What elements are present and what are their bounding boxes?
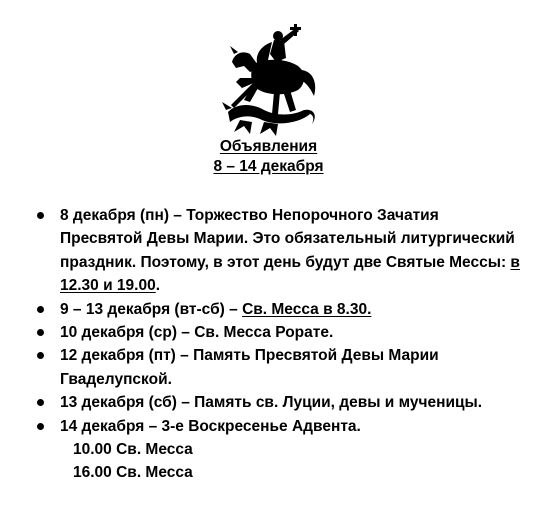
item-highlight: Св. Месса в 8.30.: [242, 300, 372, 318]
item-text: 8 декабря (пн) – Торжество Непорочного Зачатия Пресвятой Девы Марии. Это обязательный литургический праздник. Поэтому, в этот день будут две Святые Мессы:: [60, 207, 515, 271]
bullet-icon: [37, 212, 44, 219]
list-item: [34, 204, 524, 298]
list-item: [34, 344, 524, 391]
announcement-list: [34, 204, 524, 485]
item-text: 14 декабря – 3-е Воскресенье Адвента.: [60, 417, 361, 435]
bullet-icon: [37, 399, 44, 406]
list-item: [34, 391, 524, 414]
header: [0, 137, 537, 177]
item-text: 12 декабря (пт) – Память Пресвятой Девы Марии Гваделупской.: [60, 347, 439, 388]
list-item: [34, 415, 524, 485]
item-text: 10 декабря (ср) – Св. Месса Рорате.: [60, 324, 334, 342]
list-item: [34, 298, 524, 321]
item-text: 13 декабря (сб) – Память св. Луции, девы и мученицы.: [60, 394, 483, 412]
bullet-icon: [37, 306, 44, 313]
item-highlight: в 12.30 и 19.00: [60, 253, 520, 295]
date-range: 8 – 14 декабря: [213, 158, 324, 175]
saint-george-dragon-icon: [220, 24, 320, 136]
bullet-icon: [37, 329, 44, 336]
page-title: Объявления: [219, 138, 318, 155]
bullet-icon: [37, 423, 44, 430]
bullet-icon: [37, 352, 44, 359]
list-item: [34, 321, 524, 344]
item-tail: .: [155, 277, 161, 295]
mass-time-2: 16.00 Св. Месса: [73, 464, 193, 482]
mass-time-1: 10.00 Св. Месса: [73, 441, 193, 459]
item-text: 9 – 13 декабря (вт-сб) –: [60, 300, 243, 318]
